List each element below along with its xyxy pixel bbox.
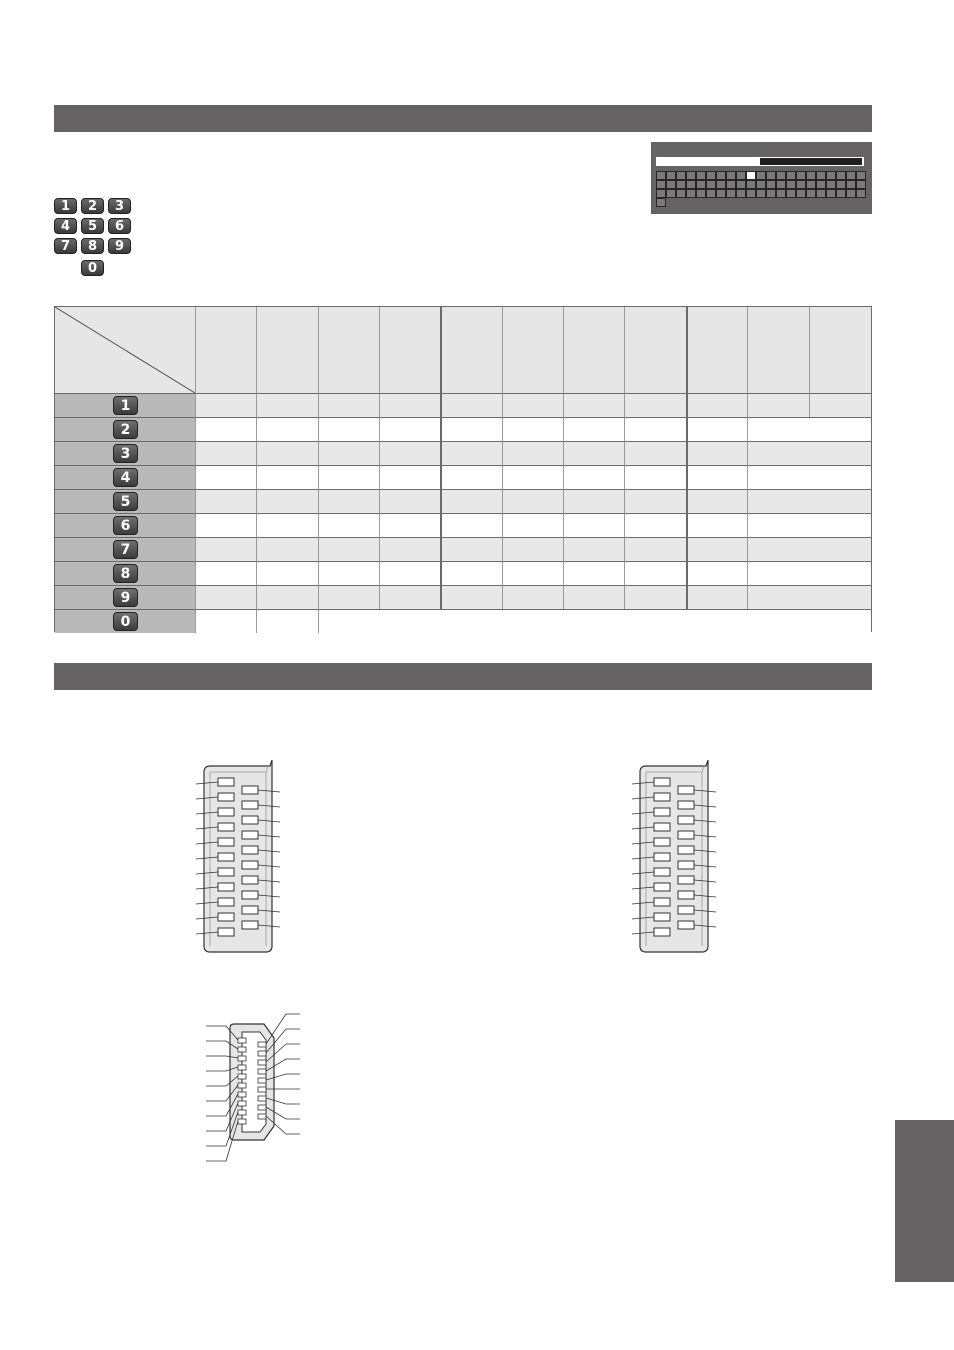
scart-pin [654,838,670,846]
table-cell [502,465,563,489]
table-column-header [318,307,379,393]
character-grid-cell [776,171,786,180]
character-grid-cell [856,198,866,207]
row-number-key: 8 [113,564,138,583]
character-grid-cell [786,180,796,189]
character-grid-cell [686,198,696,207]
character-grid [656,171,866,207]
character-grid-cell [856,180,866,189]
table-cell [747,561,871,585]
table-column-header [379,307,440,393]
scart-pin [242,921,258,929]
character-grid-cell [756,198,766,207]
table-cell [318,441,379,465]
table-cell [563,465,624,489]
character-grid-cell [736,171,746,180]
hdmi-pin [238,1101,246,1106]
character-grid-cell [716,171,726,180]
section-header-bar-terminals [54,663,872,690]
table-cell [195,609,256,633]
table-cell [256,417,318,441]
character-grid-cell [836,171,846,180]
scart-pin [242,906,258,914]
table-cell [502,537,563,561]
hdmi-pin [258,1105,266,1110]
row-number-key: 0 [113,612,138,631]
section-header-bar-character-input [54,105,872,132]
scart-pin [242,831,258,839]
table-cell [256,465,318,489]
table-column-header [563,307,624,393]
table-cell [686,561,747,585]
character-grid-cell [846,171,856,180]
table-cell [256,585,318,609]
scart-pin [242,876,258,884]
table-cell [256,537,318,561]
table-cell [747,393,809,417]
hdmi-pin [238,1083,246,1088]
scart-pin [242,816,258,824]
scart-pin [242,891,258,899]
table-column-header [809,307,871,393]
table-row-label [55,609,195,633]
table-cell [624,489,686,513]
scart-pin [678,891,694,899]
row-number-key: 5 [113,492,138,511]
table-cell [686,417,747,441]
table-row-label [55,441,195,465]
scart-pin [218,913,234,921]
hdmi-pin [238,1056,246,1061]
table-column-header [440,307,502,393]
table-cell [624,513,686,537]
table-column-header [195,307,256,393]
table-cell [195,441,256,465]
scart-pin [654,793,670,801]
number-key-0[interactable]: 0 [81,260,104,276]
row-number-key: 2 [113,420,138,439]
character-grid-cell [746,180,756,189]
table-cell [502,417,563,441]
table-cell [379,441,440,465]
character-grid-cell [786,171,796,180]
numeric-keypad [54,198,132,278]
character-grid-cell [766,180,776,189]
character-grid-cell [696,180,706,189]
character-grid-cell [826,189,836,198]
character-grid-cell [776,198,786,207]
table-cell [195,465,256,489]
table-cell [563,393,624,417]
character-grid-cell [826,171,836,180]
table-cell [440,513,502,537]
row-number-key: 1 [113,396,138,415]
scart-pin [654,868,670,876]
number-key-6[interactable]: 6 [108,218,131,234]
scart-pin [678,876,694,884]
hdmi-connector-diagram [200,998,310,1168]
hdmi-pin [258,1078,266,1083]
scart-connector-av2-diagram [626,760,726,960]
table-row-label [55,561,195,585]
number-key-2[interactable]: 2 [81,198,104,214]
table-cell [440,465,502,489]
table-row-label [55,465,195,489]
character-grid-cell [706,180,716,189]
table-cell [563,585,624,609]
character-grid-cell [816,198,826,207]
scart-pin [218,883,234,891]
table-cell [747,585,871,609]
scart-pin [218,778,234,786]
character-grid-cell [686,180,696,189]
character-grid-cell [816,171,826,180]
table-cell [256,441,318,465]
hdmi-pin [238,1092,246,1097]
character-grid-cell [826,198,836,207]
hdmi-pin [258,1051,266,1056]
scart-pin [242,861,258,869]
table-column-header [624,307,686,393]
scart-pin [242,786,258,794]
character-grid-cell [656,180,666,189]
character-grid-cell [746,189,756,198]
character-grid-cell [796,198,806,207]
hdmi-pin [258,1069,266,1074]
table-cell [440,393,502,417]
table-cell [502,489,563,513]
character-grid-cell [666,198,676,207]
table-cell [379,417,440,441]
character-grid-cell [726,180,736,189]
character-grid-cell [676,180,686,189]
scart-pin [242,846,258,854]
name-input-field-cursor-area [760,158,862,165]
table-column-header [256,307,318,393]
character-grid-cell [756,171,766,180]
scart-pin [242,801,258,809]
table-cell [195,513,256,537]
table-row-label [55,513,195,537]
row-number-key: 3 [113,444,138,463]
scart-pin [218,928,234,936]
table-cell [256,609,318,633]
table-cell [624,441,686,465]
table-cell [747,513,871,537]
table-cell [195,417,256,441]
table-cell [440,537,502,561]
hdmi-pin [258,1096,266,1101]
character-grid-cell [696,189,706,198]
number-key-5[interactable]: 5 [81,218,104,234]
character-grid-cell [666,189,676,198]
number-key-1[interactable]: 1 [54,198,77,214]
character-grid-cell [846,198,856,207]
character-grid-cell [706,198,716,207]
table-cell [379,537,440,561]
scart-pin [218,823,234,831]
side-index-tab [895,1120,954,1282]
scart-pin [678,921,694,929]
table-cell [502,513,563,537]
table-cell [440,417,502,441]
table-cell [502,441,563,465]
character-grid-cell [716,189,726,198]
scart-pin [654,913,670,921]
table-cell [318,417,379,441]
number-key-7[interactable]: 7 [54,238,77,254]
character-grid-cell [676,198,686,207]
hdmi-pin [238,1119,246,1124]
table-cell [256,513,318,537]
character-grid-cell [806,198,816,207]
table-cell [563,489,624,513]
table-cell [686,441,747,465]
scart-pin [218,898,234,906]
character-grid-cell [786,198,796,207]
table-column-header [502,307,563,393]
table-cell [502,561,563,585]
table-cell [563,561,624,585]
character-grid-cell [776,180,786,189]
character-grid-cell [676,189,686,198]
scart-pin [654,883,670,891]
hdmi-pin [238,1047,246,1052]
hdmi-pin [238,1074,246,1079]
scart-pin [218,838,234,846]
scart-pin [678,861,694,869]
table-cell [563,513,624,537]
table-cell [379,393,440,417]
character-grid-cell [766,189,776,198]
table-cell [318,585,379,609]
character-grid-cell [786,189,796,198]
scart-pin [654,778,670,786]
character-grid-cell [696,198,706,207]
table-row-label [55,489,195,513]
character-grid-cell [856,189,866,198]
table-cell [440,489,502,513]
character-grid-cell [716,198,726,207]
scart-pin [678,816,694,824]
table-column-header [686,307,747,393]
name-input-screen-preview [651,142,872,214]
table-cell [747,441,871,465]
table-cell [195,537,256,561]
table-cell [195,585,256,609]
table-cell [747,417,871,441]
character-grid-cell [806,180,816,189]
table-cell [624,465,686,489]
table-row-label [55,393,195,417]
scart-pin [654,808,670,816]
table-cell [563,417,624,441]
table-cell [624,417,686,441]
character-grid-cell [766,171,776,180]
scart-pin [654,928,670,936]
character-grid-cell [766,198,776,207]
hdmi-pin [258,1114,266,1119]
corner-diagonal-line [55,307,195,393]
table-cell [809,393,871,417]
table-cell [195,561,256,585]
scart-pin [678,906,694,914]
table-cell [195,393,256,417]
table-cell [318,489,379,513]
row-number-key: 4 [113,468,138,487]
scart-pin [654,898,670,906]
table-row-label [55,585,195,609]
table-cell [624,393,686,417]
table-cell [624,585,686,609]
character-grid-cell [796,180,806,189]
character-grid-cell [656,189,666,198]
character-grid-cell [816,189,826,198]
character-grid-cell [696,171,706,180]
character-grid-cell [756,189,766,198]
row-number-key: 9 [113,588,138,607]
scart-pin [678,846,694,854]
character-grid-cell [656,198,666,207]
table-cell [502,393,563,417]
table-row-label [55,417,195,441]
table-cell [502,585,563,609]
scart-pin [678,786,694,794]
table-cell [747,465,871,489]
table-cell [686,465,747,489]
character-grid-cell [716,180,726,189]
character-grid-cell [836,198,846,207]
table-cell [686,489,747,513]
character-grid-cell [746,198,756,207]
scart-pin [678,801,694,809]
table-row-label [55,537,195,561]
character-grid-cell [816,180,826,189]
table-cell [318,513,379,537]
character-grid-cell [746,171,756,180]
character-grid-cell [796,189,806,198]
hdmi-pin [238,1038,246,1043]
scart-pin [654,823,670,831]
character-grid-cell [736,189,746,198]
table-cell [256,489,318,513]
table-cell [686,537,747,561]
row-number-key: 6 [113,516,138,535]
character-grid-cell [666,171,676,180]
character-grid-cell [726,198,736,207]
character-grid-cell [826,180,836,189]
table-cell [318,561,379,585]
table-cell [747,489,871,513]
character-grid-cell [726,189,736,198]
table-cell [686,585,747,609]
character-grid-cell [706,171,716,180]
scart-pin [678,831,694,839]
character-grid-cell [836,180,846,189]
table-cell [195,489,256,513]
character-grid-cell [836,189,846,198]
table-cell [318,537,379,561]
character-grid-cell [756,180,766,189]
table-cell [624,537,686,561]
character-grid-cell [796,171,806,180]
scart-pin [218,808,234,816]
hdmi-pin [238,1065,246,1070]
table-cell [379,513,440,537]
character-grid-cell [806,189,816,198]
table-cell [379,585,440,609]
table-cell [318,393,379,417]
number-key-8[interactable]: 8 [81,238,104,254]
table-cell [563,537,624,561]
name-input-field [656,157,864,166]
scart-pin [218,853,234,861]
hdmi-pin [238,1110,246,1115]
character-grid-cell [676,171,686,180]
character-grid-cell [736,198,746,207]
character-grid-cell [706,189,716,198]
number-key-3[interactable]: 3 [108,198,131,214]
scart-pin [654,853,670,861]
character-grid-cell [666,180,676,189]
number-key-9[interactable]: 9 [108,238,131,254]
table-cell [563,441,624,465]
row-number-key: 7 [113,540,138,559]
character-grid-cell [686,171,696,180]
character-grid-cell [726,171,736,180]
scart-connector-av1-diagram [190,760,290,960]
table-cell [624,561,686,585]
character-grid-cell [846,180,856,189]
table-cell [379,489,440,513]
hdmi-pin [258,1042,266,1047]
scart-pin [218,868,234,876]
table-corner-header [55,307,195,393]
table-cell [440,441,502,465]
table-cell [440,585,502,609]
table-cell [318,465,379,489]
character-grid-cell [736,180,746,189]
character-grid-cell [846,189,856,198]
character-grid-cell [686,189,696,198]
table-cell [440,561,502,585]
table-cell [256,393,318,417]
character-grid-cell [806,171,816,180]
table-column-header [747,307,809,393]
character-grid-cell [856,171,866,180]
character-table [54,306,872,632]
number-key-4[interactable]: 4 [54,218,77,234]
table-cell [256,561,318,585]
character-grid-cell [776,189,786,198]
hdmi-pin [258,1060,266,1065]
scart-pin [218,793,234,801]
table-cell [379,465,440,489]
table-cell [379,561,440,585]
table-cell [686,393,747,417]
table-cell [686,513,747,537]
character-grid-cell [656,171,666,180]
hdmi-pin [258,1087,266,1092]
table-cell [747,537,871,561]
table-cell [318,609,871,633]
